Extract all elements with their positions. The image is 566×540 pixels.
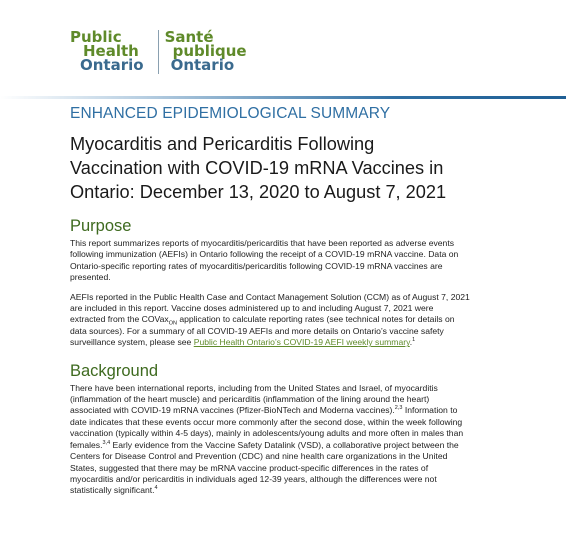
text-line: are included in this report. Vaccine doses administered up to and including August 7, 2021 were: [70, 303, 434, 314]
logo-en-line: Public: [70, 28, 122, 46]
report-title: [70, 132, 510, 204]
text-line: vaccination (typically within 4-5 days), mainly in adolescents/young adults and more often in males than: [70, 428, 464, 439]
header-rule: [0, 96, 566, 99]
text-line: Centers for Disease Control and Prevention (CDC) and nine health care organizations in the United: [70, 451, 448, 462]
text-line: date indicates that these events occur more commonly after the second dose, within the week following: [70, 416, 463, 427]
text-fragment: Early evidence from the Vaccine Safety Datalink (VSD), a collaborative project between the: [110, 439, 459, 450]
text-line: [70, 314, 510, 328]
text-fragment: extracted from the COVax: [70, 314, 169, 325]
text-fragment: Information to: [402, 405, 458, 416]
logo-en-line: Ontario: [80, 56, 144, 74]
document-body: [70, 104, 510, 505]
text-line: There have been international reports, including from the United States and Israel, of myocarditis: [70, 382, 438, 393]
logo-en-line: Health: [83, 42, 139, 60]
purpose-heading: Purpose: [70, 217, 132, 235]
aefi-weekly-summary-link[interactable]: Public Health Ontario’s COVID-19 AEFI weekly summary: [193, 337, 410, 348]
purpose-paragraph-1: [70, 238, 510, 284]
footnote-ref: 3,4: [102, 439, 111, 446]
text-line: AEFIs reported in the Public Health Case and Contact Management Solution (CCM) as of August 7, 2021: [70, 291, 470, 302]
report-type-label: ENHANCED EPIDEMIOLOGICAL SUMMARY: [70, 105, 391, 122]
text-fragment: associated with COVID-19 mRNA vaccines (Pfizer-BioNTech and Moderna vaccines).: [70, 405, 395, 416]
text-fragment: .: [409, 337, 413, 348]
subscript: ON: [168, 321, 177, 328]
text-line: following immunization (AEFIs) in Ontario following the receipt of a COVID-19 mRNA vaccine. Data on: [70, 249, 459, 260]
text-line: Ontario-specific reporting rates of myocarditis/pericarditis following COVID-19 mRNA vaccines are: [70, 260, 443, 271]
text-fragment: statistically significant.: [70, 485, 155, 496]
text-fragment: females.: [70, 439, 103, 450]
text-line: [70, 337, 510, 348]
text-line: [70, 485, 510, 496]
purpose-paragraph-2: [70, 292, 510, 349]
logo-fr-line: Ontario: [170, 56, 235, 74]
footnote-ref: 4: [154, 485, 158, 492]
logo: [70, 30, 247, 74]
text-line: presented.: [70, 272, 111, 283]
text-fragment: surveillance system, please see: [70, 337, 194, 348]
text-line: States, suggested that there may be mRNA vaccine product-specific differences in the rates of: [70, 462, 429, 473]
logo-fr-line: publique: [172, 42, 247, 60]
text-line: data sources). For a summary of all COVID-19 AEFIs and more details on Ontario’s vaccine safety: [70, 325, 444, 336]
logo-english: [70, 30, 144, 72]
footnote-ref: 1: [412, 337, 416, 344]
background-heading: Background: [70, 361, 159, 380]
title-line: Myocarditis and Pericarditis Following: [70, 134, 375, 154]
title-line: Ontario: December 13, 2020 to August 7, 2021: [70, 182, 447, 202]
text-line: myocarditis and/or pericarditis in individuals aged 12-39 years, although the differences were not: [70, 473, 437, 484]
text-line: [70, 440, 510, 451]
text-line: (inflammation of the heart muscle) and pericarditis (inflammation of the lining around the heart): [70, 394, 430, 405]
background-paragraph: [70, 383, 510, 497]
text-fragment: application to calculate reporting rates (see technical notes for details on: [176, 314, 455, 325]
footnote-ref: 2,3: [394, 405, 403, 412]
logo-divider: [158, 30, 159, 74]
logo-french: [165, 30, 247, 72]
title-line: Vaccination with COVID-19 mRNA Vaccines in: [70, 158, 444, 178]
logo-fr-line: Santé: [164, 28, 214, 46]
text-line: This report summarizes reports of myocarditis/pericarditis that have been reported as adverse events: [70, 238, 455, 248]
text-line: [70, 405, 510, 416]
